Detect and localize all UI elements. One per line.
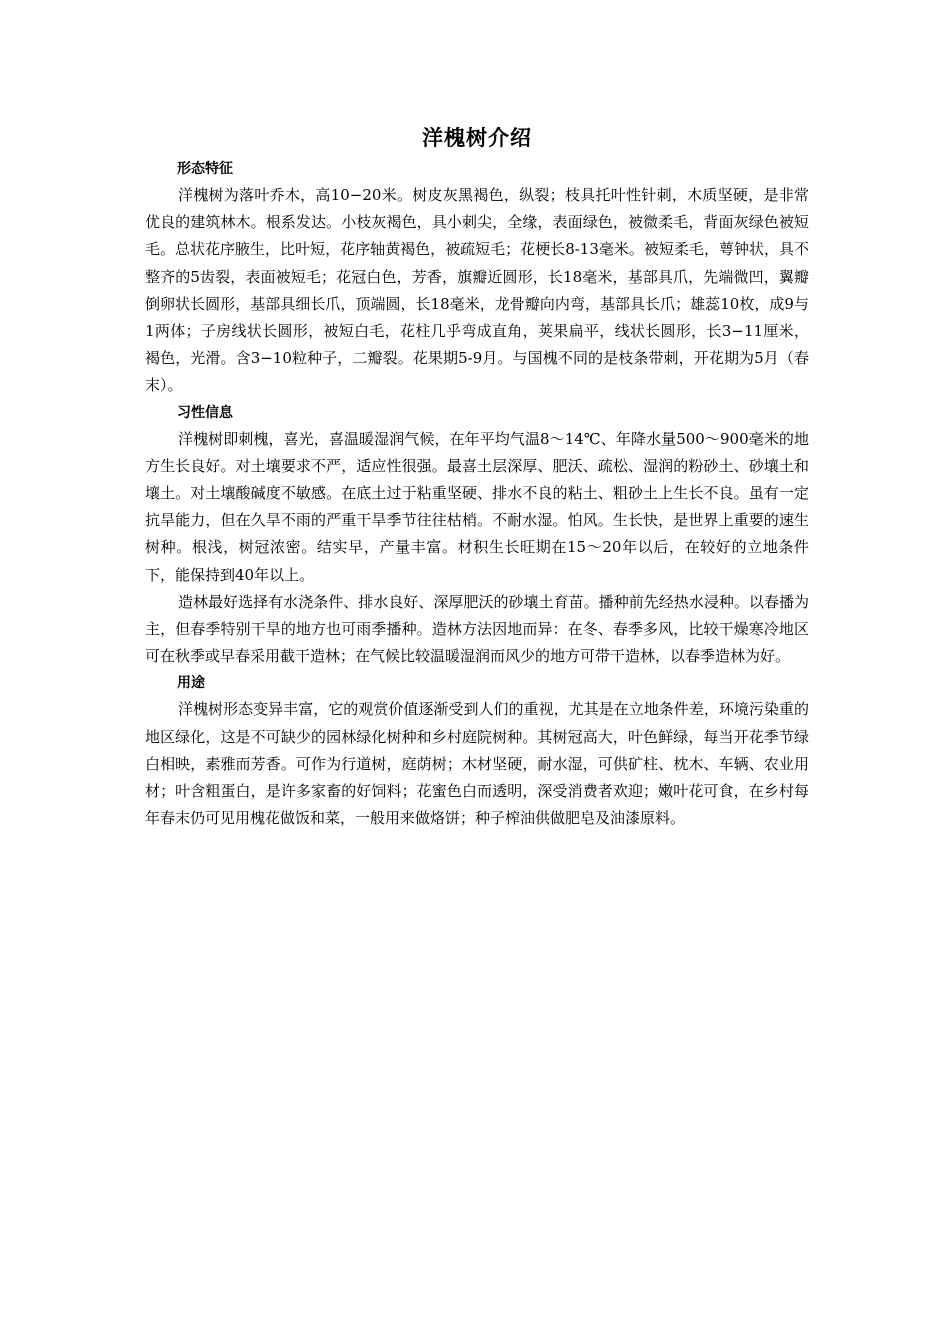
section-heading-habits: 习性信息	[177, 404, 233, 421]
paragraph-morphology: 洋槐树为落叶乔木，高10−20米。树皮灰黑褐色，纵裂；枝具托叶性针刺，木质坚硬，是非常优良的建筑林木。根系发达。小枝灰褐色，具小刺尖，全缘，表面绿色，被微柔毛，背面灰绿色被短毛。总状花序腋生，比叶短，花序轴黄褐色，被疏短毛；花梗长8-13毫米。被短柔毛，萼钟状，具不整齐的5齿裂，表面被短毛；花冠白色，芳香，旗瓣近圆形，长18毫米，基部具爪，先端微凹，翼瓣倒卵状长圆形，基部具细长爪，顶端圆，长18毫米，龙骨瓣向内弯，基部具长爪；雄蕊10枚，成9与1两体；子房线状长圆形，被短白毛，花柱几乎弯成直角，荚果扁平，线状长圆形，长3−11厘米，褐色，光滑。含3−10粒种子，二瓣裂。花果期5-9月。与国槐不同的是枝条带刺，开花期为5月（春末）。	[145, 186, 809, 395]
document-title: 洋槐树介绍	[422, 126, 532, 150]
paragraph-afforestation: 造林最好选择有水浇条件、排水良好、深厚肥沃的砂壤土育苗。播种前先经热水浸种。以春播为主，但春季特别干旱的地方也可雨季播种。造林方法因地而异：在冬、春季多风，比较干燥寒冷地区可在秋季或早春采用截干造林；在气候比较温暖湿润而风少的地方可带干造林，以春季造林为好。	[145, 592, 809, 666]
paragraph-uses: 洋槐树形态变异丰富，它的观赏价值逐渐受到人们的重视，尤其是在立地条件差，环境污染重的地区绿化，这是不可缺少的园林绿化树种和乡村庭院树种。其树冠高大，叶色鲜绿，每当开花季节绿白相映，素雅而芳香。可作为行道树，庭荫树；木材坚硬，耐水湿，可供矿柱、枕木、车辆、农业用材；叶含粗蛋白，是许多家畜的好饲料；花蜜色白而透明，深受消费者欢迎；嫩叶花可食，在乡村每年春末仍可见用槐花做饭和菜，一般用来做烙饼；种子榨油供做肥皂及油漆原料。	[145, 700, 809, 828]
section-heading-uses: 用途	[177, 675, 205, 692]
paragraph-habits: 洋槐树即刺槐，喜光，喜温暖湿润气候，在年平均气温8～14℃、年降水量500～900毫米的地方生长良好。对土壤要求不严，适应性很强。最喜土层深厚、肥沃、疏松、湿润的粉砂土、砂壤土和壤土。对土壤酸碱度不敏感。在底土过于粘重坚硬、排水不良的粘土、粗砂土上生长不良。虽有一定抗旱能力，但在久旱不雨的严重干旱季节往往枯梢。不耐水湿。怕风。生长快，是世界上重要的速生树种。根浅，树冠浓密。结实早，产量丰富。材积生长旺期在15～20年以后，在较好的立地条件下，能保持到40年以上。	[145, 429, 809, 584]
section-heading-morphology: 形态特征	[177, 161, 233, 177]
document-page	[145, 122, 809, 832]
